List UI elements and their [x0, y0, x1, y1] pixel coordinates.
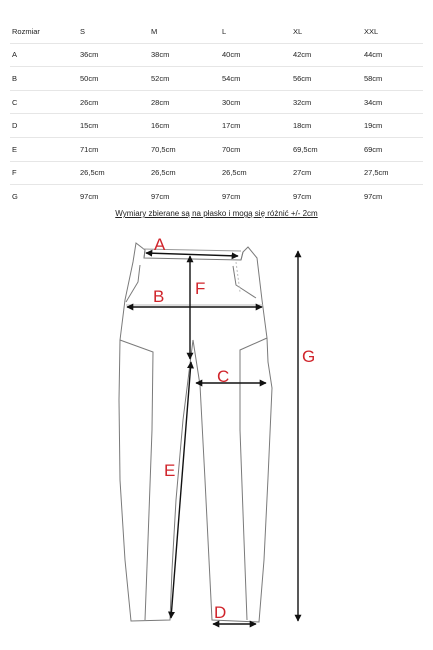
header-cell: XXL — [352, 20, 423, 43]
table-cell: 70,5cm — [139, 137, 210, 161]
header-cell: Rozmiar — [10, 20, 68, 43]
label-d: D — [214, 603, 227, 622]
table-cell: 44cm — [352, 43, 423, 67]
table-cell: 27cm — [281, 161, 352, 185]
table-cell: G — [12, 191, 18, 201]
table-cell: 30cm — [210, 90, 281, 114]
table-cell: B — [10, 67, 68, 91]
header-cell: M — [139, 20, 210, 43]
label-g: G — [302, 347, 316, 366]
label-b: B — [153, 287, 165, 306]
table-cell: 54cm — [210, 67, 281, 91]
table-cell: C — [10, 90, 68, 114]
label-e: E — [164, 461, 176, 480]
table-cell: 19cm — [352, 114, 423, 138]
table-cell: 58cm — [352, 67, 423, 91]
measurement-arrows — [127, 251, 298, 624]
table-cell: 27,5cm — [352, 161, 423, 185]
header-cell: XL — [281, 20, 352, 43]
table-cell: 15cm — [68, 114, 139, 138]
table-cell: 36cm — [68, 43, 139, 67]
table-cell: 34cm — [352, 90, 423, 114]
table-cell: 69,5cm — [281, 137, 352, 161]
table-cell: D — [10, 114, 68, 138]
table-cell: 50cm — [68, 67, 139, 91]
table-cell: 18cm — [281, 114, 352, 138]
table-cell: 52cm — [139, 67, 210, 91]
arrow-e — [171, 362, 191, 618]
table-cell: 28cm — [139, 90, 210, 114]
table-cell: 70cm — [210, 137, 281, 161]
table-cell: 26cm — [68, 90, 139, 114]
header-cell: L — [210, 20, 281, 43]
label-f: F — [195, 279, 206, 298]
table-cell: F — [10, 161, 68, 185]
table-cell: A — [10, 43, 68, 67]
header-cell: S — [68, 20, 139, 43]
measurement-caption: Wymiary zbierane są na płasko i mogą się różnić +/- 2cm — [115, 209, 318, 218]
table-cell: 56cm — [281, 67, 352, 91]
table-cell: 97cm — [221, 191, 241, 201]
table-cell: 16cm — [139, 114, 210, 138]
table-cell: 40cm — [210, 43, 281, 67]
table-cell: 17cm — [210, 114, 281, 138]
table-cell: 38cm — [139, 43, 210, 67]
table-cell: 97cm — [151, 191, 170, 201]
table-cell: E — [10, 137, 68, 161]
table-cell: 97cm — [363, 191, 383, 201]
table-cell: 71cm — [68, 137, 139, 161]
table-cell: 32cm — [281, 90, 352, 114]
table-cell: 69cm — [352, 137, 423, 161]
table-cell: 97cm — [292, 191, 312, 201]
label-c: C — [217, 367, 230, 386]
table-cell: 26,5cm — [139, 161, 210, 185]
table-cell: 26,5cm — [68, 161, 139, 185]
label-a: A — [154, 235, 166, 254]
table-cell: 42cm — [281, 43, 352, 67]
table-cell: 97cm — [80, 191, 99, 201]
table-cell: 26,5cm — [210, 161, 281, 185]
trousers-outline — [119, 243, 272, 622]
